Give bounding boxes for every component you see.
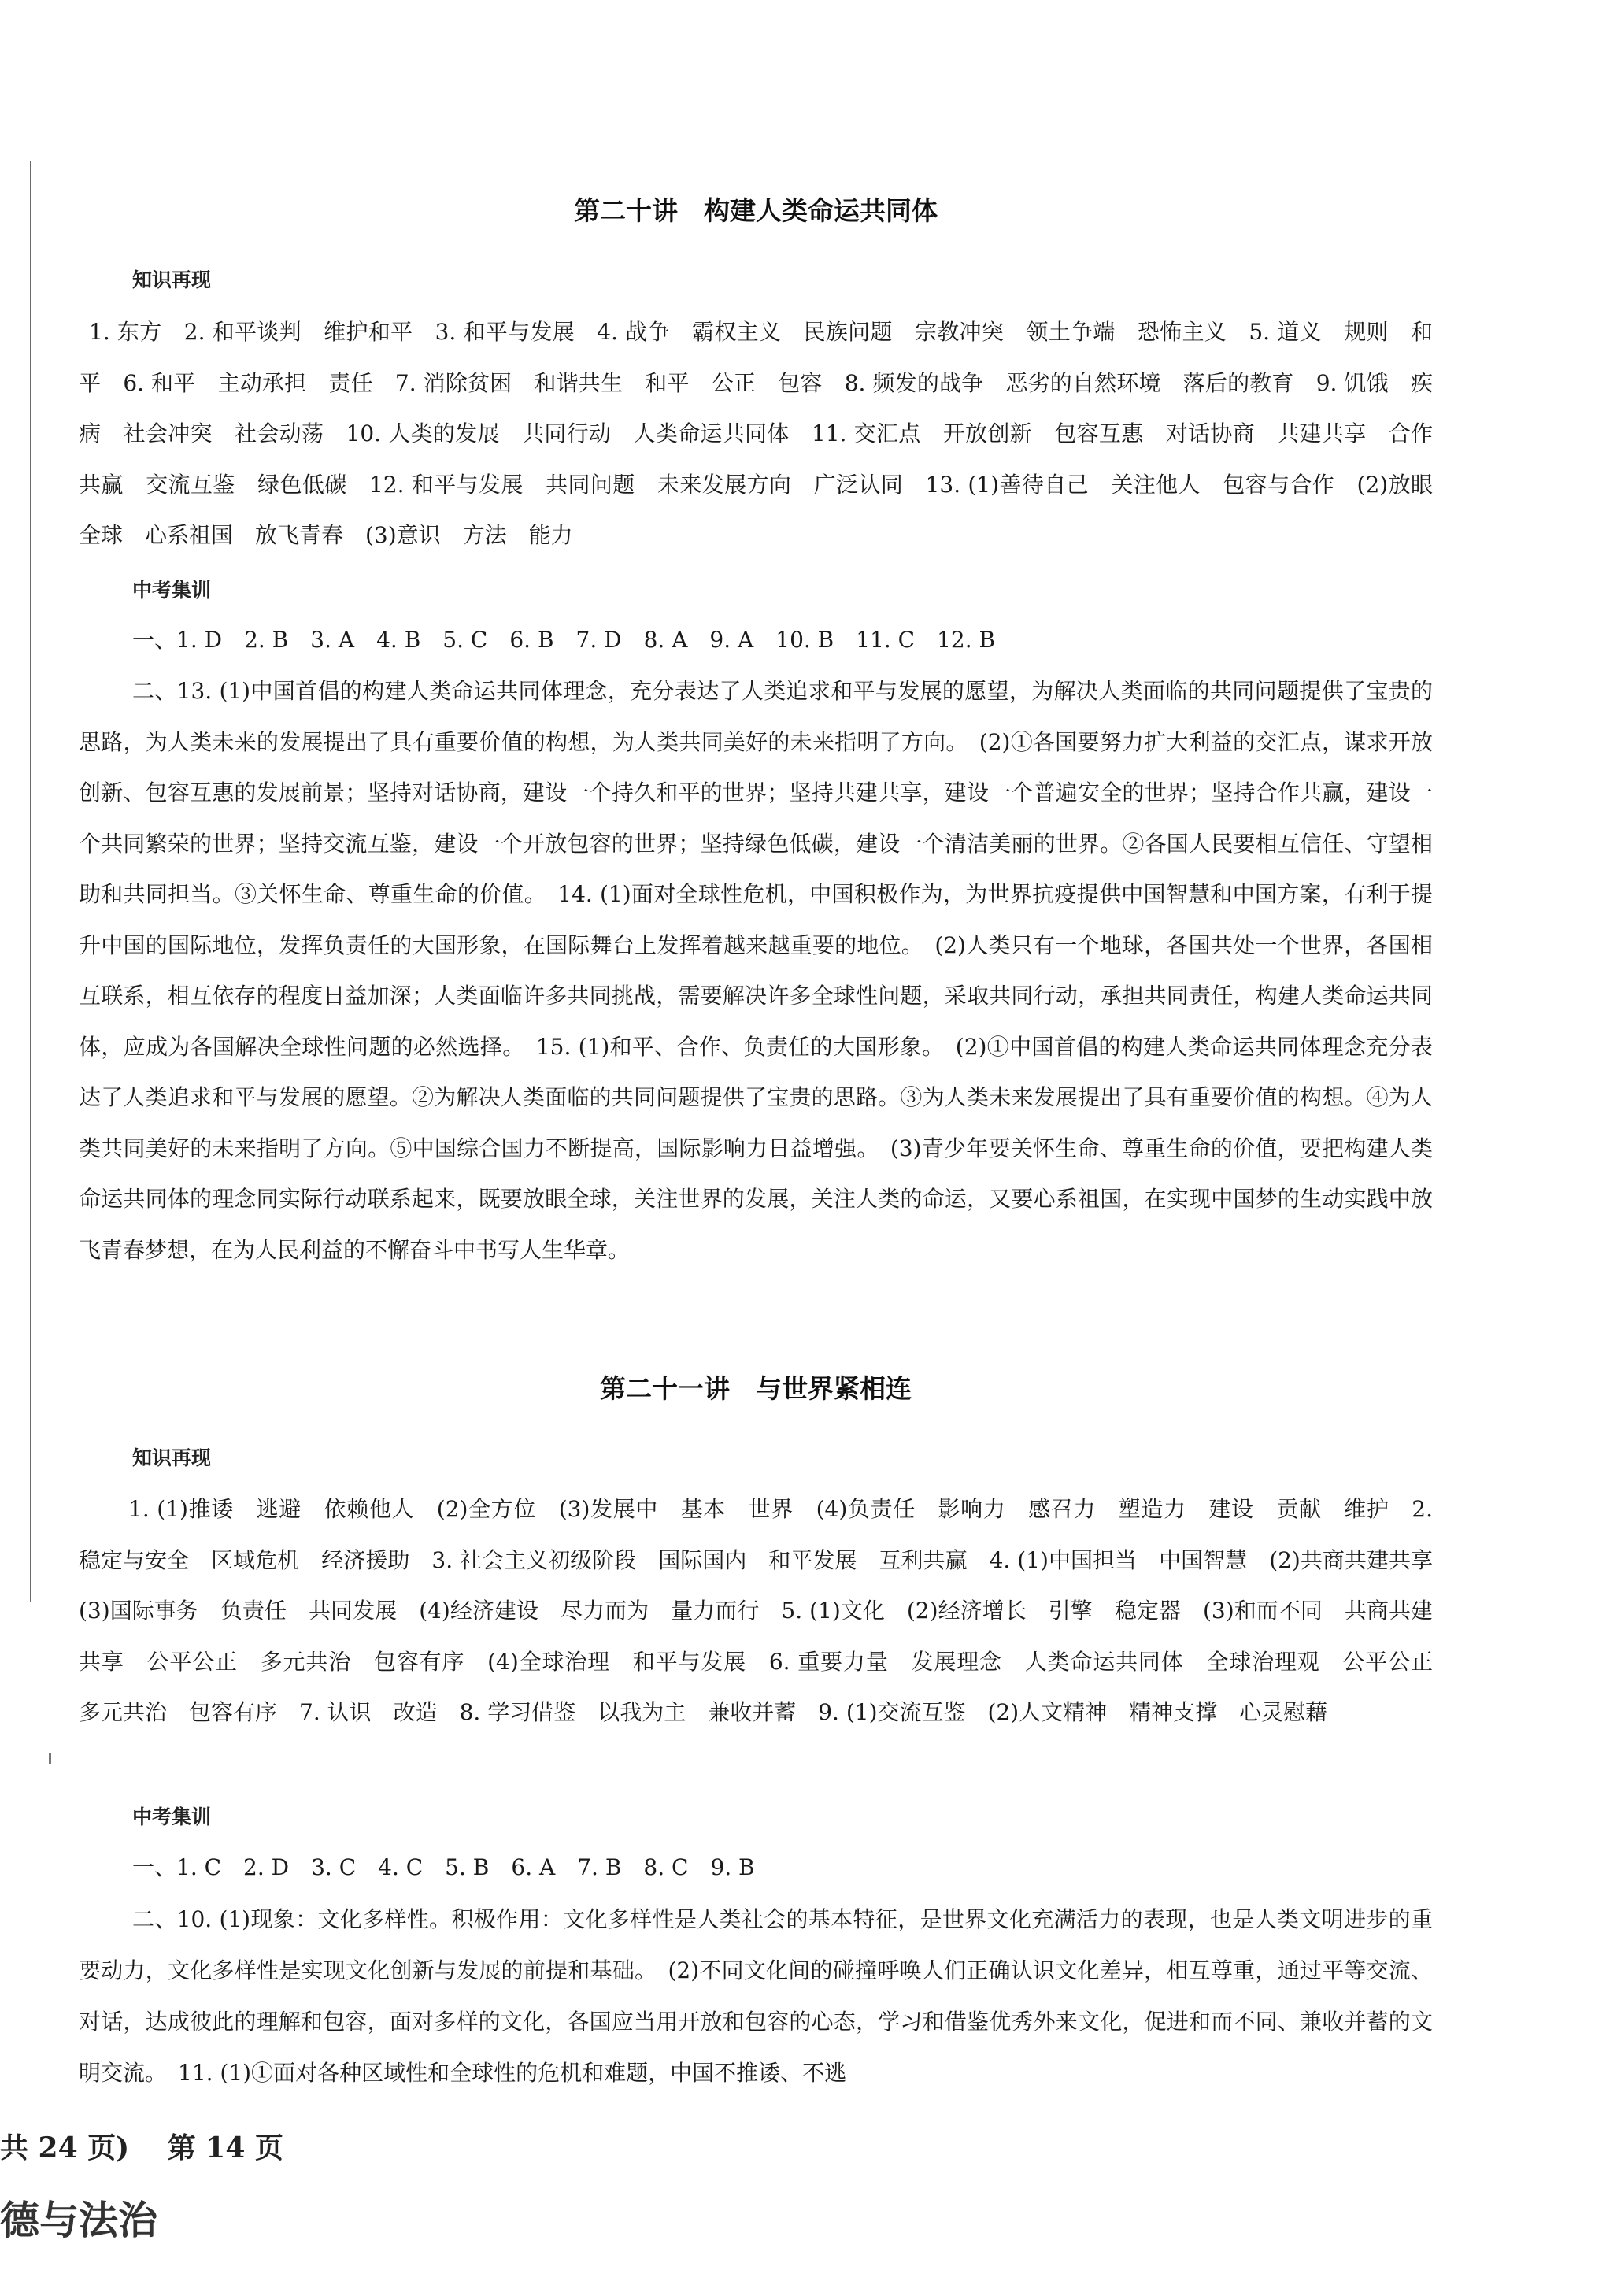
page-number: 共 24 页) 第 14 页 bbox=[0, 2131, 283, 2165]
lecture-20-exam-heading: 中考集训 bbox=[132, 579, 212, 602]
lecture-21-exam-heading: 中考集训 bbox=[132, 1805, 212, 1828]
lecture-21-title: 第二十一讲 与世界紧相连 bbox=[600, 1373, 912, 1404]
lecture-20-title: 第二十讲 构建人类命运共同体 bbox=[574, 195, 938, 226]
lecture-20-choice-answers: 一、1. D 2. B 3. A 4. B 5. C 6. B 7. D 8. A 9. A 10. B 11. C 12. B bbox=[132, 627, 996, 653]
lecture-21-knowledge-heading: 知识再现 bbox=[132, 1446, 212, 1469]
book-title: 德与法治 bbox=[0, 2198, 157, 2243]
lecture-20-essay-answers: 二、13. (1)中国首倡的构建人类命运共同体理念，充分表达了人类追求和平与发展的愿望，为解决人类面临的共同问题提供了宝贵的思路，为人类未来的发展提出了具有重要价值的构想，为人类共同美好的未来指明了方向。 (2)①各国要努力扩大利益的交汇点，谋求开放创新、包容互惠的发展前景；坚持对话协商，建设一个持久和平的世界；坚持共建共享，建设一个普遍安全的世界；坚持合作共赢，建设一个共同繁荣的世界；坚持交流互鉴，建设一个开放包容的世界；坚持绿色低碳，建设一个清洁美丽的世界。②各国人民要相互信任、守望相助和共同担当。③关怀生命、尊重生命的价值。 14. (1)面对全球性危机，中国积极作为，为世界抗疫提供中国智慧和中国方案，有利于提升中国的国际地位，发挥负责任的大国形象，在国际舞台上发挥着越来越重要的地位。 (2)人类只有一个地球，各国共处一个世界，各国相互联系，相互依存的程度日益加深；人类面临许多共同挑战，需要解决许多全球性问题，采取共同行动，承担共同责任，构建人类命运共同体，应成为各国解决全球性问题的必然选择。 15. (1)和平、合作、负责任的大国形象。 (2)①中国首倡的构建人类命运共同体理念充分表达了人类追求和平与发展的愿望。②为解决人类面临的共同问题提供了宝贵的思路。③为人类未来发展提出了具有重要价值的构想。④为人类共同美好的未来指明了方向。⑤中国综合国力不断提高，国际影响力日益增强。 (3)青少年要关怀生命、尊重生命的价值，要把构建人类命运共同体的理念同实际行动联系起来，既要放眼全球，关注世界的发展，关注人类的命运，又要心系祖国，在实现中国梦的生动实践中放飞青春梦想，在为人民利益的不懈奋斗中书写人生华章。 bbox=[79, 678, 1433, 1263]
lecture-21-essay-answers: 二、10. (1)现象：文化多样性。积极作用：文化多样性是人类社会的基本特征，是世界文化充满活力的表现，也是人类文明进步的重要动力，文化多样性是实现文化创新与发展的前提和基础。 (2)不同文化间的碰撞呼唤人们正确认识文化差异，相互尊重，通过平等交流、对话，达成彼此的理解和包容，面对多样的文化，各国应当用开放和包容的心态，学习和借鉴优秀外来文化，促进和而不同、兼收并蓄的文明交流。 11. (1)①面对各种区域性和全球性的危机和难题，中国不推诿、不逃 bbox=[79, 1906, 1433, 2086]
margin-mark bbox=[49, 1753, 51, 1764]
lecture-20-knowledge-heading: 知识再现 bbox=[132, 268, 212, 291]
lecture-21-choice-answers: 一、1. C 2. D 3. C 4. C 5. B 6. A 7. B 8. C 9. B bbox=[132, 1854, 755, 1880]
binding-margin-line bbox=[30, 161, 31, 1602]
lecture-21-knowledge-text: 1. (1)推诿 逃避 依赖他人 (2)全方位 (3)发展中 基本 世界 (4)负责任 影响力 感召力 塑造力 建设 贡献 维护 2. 稳定与安全 区域危机 经济援助 3. 社会主义初级阶段 国际国内 和平发展 互利共赢 4. (1)中国担当 中国智慧 (2)共商共建共享 (3)国际事务 负责任 共同发展 (4)经济建设 尽力而为 量力而行 5. (1)文化 (2)经济增长 引擎 稳定器 (3)和而不同 共商共建共享 公平公正 多元共治 包容有序 (4)全球治理 和平与发展 6. 重要力量 发展理念 人类命运共同体 全球治理观 公平公正 多元共治 包容有序 7. 认识 改造 8. 学习借鉴 以我为主 兼收并蓄 9. (1)交流互鉴 (2)人文精神 精神支撑 心灵慰藉 bbox=[79, 1496, 1456, 1725]
lecture-20-knowledge-text: 1. 东方 2. 和平谈判 维护和平 3. 和平与发展 4. 战争 霸权主义 民族问题 宗教冲突 领土争端 恐怖主义 5. 道义 规则 和平 6. 和平 主动承担 责任 7. 消除贫困 和谐共生 和平 公正 包容 8. 频发的战争 恶劣的自然环境 落后的教育 9. 饥饿 疾病 社会冲突 社会动荡 10. 人类的发展 共同行动 人类命运共同体 11. 交汇点 开放创新 包容互惠 对话协商 共建共享 合作共赢 交流互鉴 绿色低碳 12. 和平与发展 共同问题 未来发展方向 广泛认同 13. (1)善待自己 关注他人 包容与合作 (2)放眼全球 心系祖国 放飞青春 (3)意识 方法 能力 bbox=[79, 319, 1433, 548]
